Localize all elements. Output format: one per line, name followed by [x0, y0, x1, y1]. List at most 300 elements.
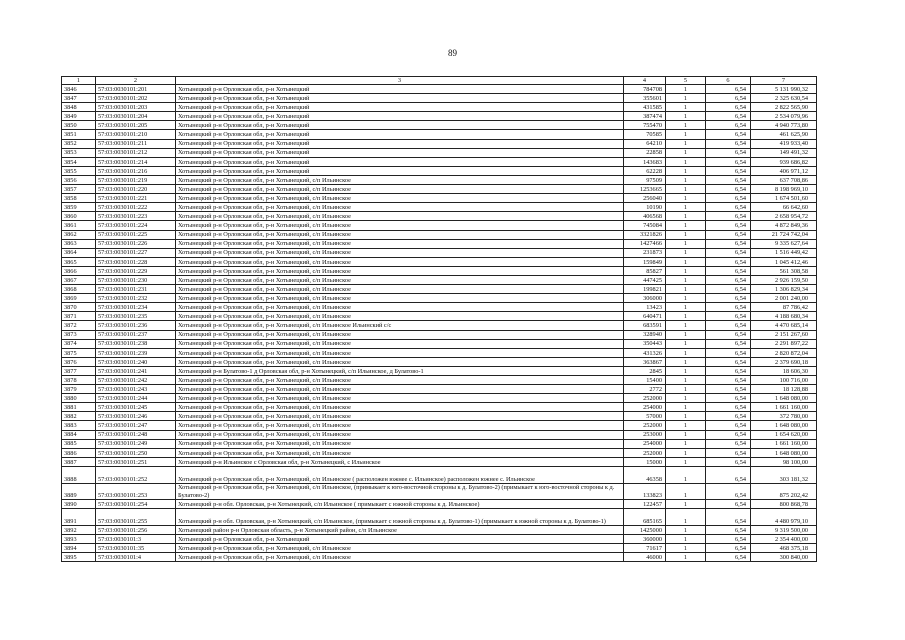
rate-cell: 6,54 [706, 526, 751, 535]
rate-cell: 6,54 [706, 457, 751, 466]
cadastral-number-cell: 57:03:0030101:249 [96, 439, 176, 448]
count-cell: 1 [666, 103, 706, 112]
table-row [62, 535, 817, 544]
value-cell: 561 308,58 [751, 266, 817, 275]
row-number-cell: 3855 [62, 166, 96, 175]
area-cell: 46000 [624, 553, 666, 562]
area-cell: 254000 [624, 439, 666, 448]
rate-cell: 6,54 [706, 553, 751, 562]
address-cell: Хотынецкий р-н обл. Орловская, р-н Хотынецкий, с/п Ильинское ( примыкает с южной стороны к д. Ильинское) [176, 499, 624, 508]
rate-cell: 6,54 [706, 499, 751, 508]
cadastral-number-cell: 57:03:0030101:252 [96, 466, 176, 483]
cadastral-number-cell: 57:03:0030101:223 [96, 212, 176, 221]
value-cell: 2 926 159,50 [751, 275, 817, 284]
value-cell: 5 131 990,32 [751, 85, 817, 94]
count-cell: 1 [666, 157, 706, 166]
value-cell: 18 606,30 [751, 366, 817, 375]
value-cell: 1 654 620,00 [751, 430, 817, 439]
row-number-cell: 3861 [62, 221, 96, 230]
area-cell: 1425000 [624, 526, 666, 535]
table-row [62, 376, 817, 385]
value-cell: 939 686,82 [751, 157, 817, 166]
count-cell: 1 [666, 376, 706, 385]
address-text: Хотынецкий р-н обл. Орловская, р-н Хотынецкий, с/п Ильинское, (примыкает с южной стороны к д. Булатово-1) (примыкает к южной стороны к д. Булатово-1) [178, 517, 606, 525]
cadastral-number-cell: 57:03:0030101:203 [96, 103, 176, 112]
count-cell: 1 [666, 366, 706, 375]
cadastral-number-cell: 57:03:0030101:3 [96, 535, 176, 544]
table-row [62, 121, 817, 130]
cadastral-number-cell: 57:03:0030101:219 [96, 175, 176, 184]
rate-cell: 6,54 [706, 312, 751, 321]
cadastral-number-cell: 57:03:0030101:4 [96, 553, 176, 562]
address-cell: Хотынецкий р-н Орловская обл, р-н Хотынецкий, с/п Ильинское [176, 394, 624, 403]
cadastral-number-cell: 57:03:0030101:202 [96, 94, 176, 103]
address-cell: Хотынецкий р-н Орловская обл, р-н Хотынецкий [176, 85, 624, 94]
value-cell: 4 470 685,14 [751, 321, 817, 330]
cadastral-number-cell: 57:03:0030101:221 [96, 194, 176, 203]
value-cell: 21 724 742,04 [751, 230, 817, 239]
area-cell: 122457 [624, 499, 666, 508]
value-cell: 461 625,90 [751, 130, 817, 139]
value-cell: 100 716,00 [751, 376, 817, 385]
cadastral-number-cell: 57:03:0030101:226 [96, 239, 176, 248]
count-cell: 1 [666, 130, 706, 139]
table-header-row [62, 77, 817, 85]
row-number-cell: 3872 [62, 321, 96, 330]
cadastral-number-cell: 57:03:0030101:216 [96, 166, 176, 175]
count-cell: 1 [666, 439, 706, 448]
row-number-cell: 3880 [62, 394, 96, 403]
rate-cell: 6,54 [706, 348, 751, 357]
address-cell: Хотынецкий р-н Орловская обл, р-н Хотынецкий [176, 112, 624, 121]
count-cell: 1 [666, 212, 706, 221]
table-row [62, 466, 817, 483]
address-text: Хотынецкий р-н Орловская обл, р-н Хотынецкий, с/п Ильинское, (примыкает к юго-восточной стороны к д. Булатово-2) (примыкает к юго-восточной стороны к д. Булатово-2) [178, 484, 615, 499]
address-cell: Хотынецкий р-н Орловская обл, р-н Хотынецкий, с/п Ильинское Ильинский с/с [176, 321, 624, 330]
value-cell: 303 181,32 [751, 466, 817, 483]
table-row [62, 348, 817, 357]
area-cell: 683591 [624, 321, 666, 330]
cadastral-number-cell: 57:03:0030101:234 [96, 303, 176, 312]
table-row [62, 103, 817, 112]
row-number-cell: 3847 [62, 94, 96, 103]
address-cell: Хотынецкий р-н Орловская обл, р-н Хотынецкий, с/п Ильинское [176, 275, 624, 284]
row-number-cell: 3875 [62, 348, 96, 357]
count-cell: 1 [666, 412, 706, 421]
area-cell: 252000 [624, 448, 666, 457]
area-cell: 252000 [624, 394, 666, 403]
value-cell: 2 354 400,00 [751, 535, 817, 544]
value-cell: 2 291 897,22 [751, 339, 817, 348]
count-cell: 1 [666, 394, 706, 403]
row-number-cell: 3892 [62, 526, 96, 535]
table-row [62, 448, 817, 457]
count-cell: 1 [666, 466, 706, 483]
count-cell: 1 [666, 526, 706, 535]
rate-cell: 6,54 [706, 266, 751, 275]
area-cell: 57000 [624, 412, 666, 421]
value-cell: 637 708,86 [751, 175, 817, 184]
area-cell: 46358 [624, 466, 666, 483]
value-cell: 1 648 080,00 [751, 421, 817, 430]
rate-cell: 6,54 [706, 157, 751, 166]
count-cell: 1 [666, 221, 706, 230]
area-cell: 159849 [624, 257, 666, 266]
value-cell: 2 325 630,54 [751, 94, 817, 103]
area-cell: 22858 [624, 148, 666, 157]
address-cell: Хотынецкий р-н Ильинское с Орловская обл, р-н Хотынецкий, с Ильинское [176, 457, 624, 466]
count-cell: 1 [666, 239, 706, 248]
count-cell: 1 [666, 257, 706, 266]
area-cell: 143683 [624, 157, 666, 166]
cadastral-number-cell: 57:03:0030101:256 [96, 526, 176, 535]
cadastral-number-cell: 57:03:0030101:240 [96, 357, 176, 366]
value-cell: 406 971,12 [751, 166, 817, 175]
row-number-cell: 3853 [62, 148, 96, 157]
rate-cell: 6,54 [706, 248, 751, 257]
address-cell: Хотынецкий р-н Орловская обл, р-н Хотынецкий [176, 166, 624, 175]
rate-cell: 6,54 [706, 185, 751, 194]
value-cell: 1 674 501,60 [751, 194, 817, 203]
address-cell: Хотынецкий р-н Орловская обл, р-н Хотынецкий, с/п Ильинское [176, 439, 624, 448]
row-number-cell: 3870 [62, 303, 96, 312]
address-cell: Хотынецкий р-н Орловская обл, р-н Хотынецкий, с/п Ильинское ( расположен южнее с. Ильинское) расположен южнее с. Ильинское [176, 466, 624, 483]
value-cell: 2 820 872,04 [751, 348, 817, 357]
value-cell: 1 648 080,00 [751, 394, 817, 403]
count-cell: 1 [666, 321, 706, 330]
area-cell: 62228 [624, 166, 666, 175]
address-cell: Хотынецкий р-н Орловская обл, р-н Хотынецкий, с/п Ильинское [176, 312, 624, 321]
count-cell: 1 [666, 203, 706, 212]
value-cell: 149 491,32 [751, 148, 817, 157]
rate-cell: 6,54 [706, 285, 751, 294]
count-cell: 1 [666, 330, 706, 339]
cadastral-number-cell: 57:03:0030101:237 [96, 330, 176, 339]
table-row [62, 139, 817, 148]
cadastral-number-cell: 57:03:0030101:244 [96, 394, 176, 403]
count-cell: 1 [666, 139, 706, 148]
count-cell: 1 [666, 403, 706, 412]
count-cell: 1 [666, 553, 706, 562]
rate-cell: 6,54 [706, 203, 751, 212]
table-row [62, 194, 817, 203]
row-number-cell: 3858 [62, 194, 96, 203]
cadastral-number-cell: 57:03:0030101:250 [96, 448, 176, 457]
address-cell: Хотынецкий р-н Орловская обл, р-н Хотынецкий, с/п Ильинское [176, 412, 624, 421]
table-row [62, 321, 817, 330]
cadastral-number-cell: 57:03:0030101:232 [96, 294, 176, 303]
address-cell: Хотынецкий р-н Орловская обл, р-н Хотынецкий, с/п Ильинское [176, 221, 624, 230]
area-cell: 64210 [624, 139, 666, 148]
count-cell: 1 [666, 294, 706, 303]
area-cell: 328940 [624, 330, 666, 339]
area-cell: 15400 [624, 376, 666, 385]
address-cell: Хотынецкий р-н Орловская обл, р-н Хотынецкий, с/п Ильинское [176, 212, 624, 221]
table-row [62, 394, 817, 403]
area-cell: 71617 [624, 544, 666, 553]
address-cell: Хотынецкий р-н Булатово-1 д Орловская обл, р-н Хотынецкий, с/п Ильинское, д Булатово-1 [176, 366, 624, 375]
rate-cell: 6,54 [706, 430, 751, 439]
table-row [62, 544, 817, 553]
count-cell: 1 [666, 535, 706, 544]
cadastral-number-cell: 57:03:0030101:243 [96, 385, 176, 394]
rate-cell: 6,54 [706, 194, 751, 203]
table-row [62, 430, 817, 439]
area-cell: 253000 [624, 430, 666, 439]
cadastral-number-cell: 57:03:0030101:246 [96, 412, 176, 421]
rate-cell: 6,54 [706, 357, 751, 366]
table-row [62, 248, 817, 257]
row-number-cell: 3895 [62, 553, 96, 562]
area-cell: 447425 [624, 275, 666, 284]
value-cell: 2 379 690,18 [751, 357, 817, 366]
cadastral-number-cell: 57:03:0030101:210 [96, 130, 176, 139]
address-cell: Хотынецкий р-н Орловская обл, р-н Хотынецкий, с/п Ильинское [176, 285, 624, 294]
count-cell: 1 [666, 357, 706, 366]
value-cell: 98 100,00 [751, 457, 817, 466]
row-number-cell: 3864 [62, 248, 96, 257]
count-cell: 1 [666, 166, 706, 175]
row-number-cell: 3876 [62, 357, 96, 366]
area-cell: 3321826 [624, 230, 666, 239]
row-number-cell: 3848 [62, 103, 96, 112]
rate-cell: 6,54 [706, 175, 751, 184]
area-cell: 431326 [624, 348, 666, 357]
data-table [61, 76, 817, 562]
cadastral-number-cell: 57:03:0030101:251 [96, 457, 176, 466]
area-cell: 231873 [624, 248, 666, 257]
cadastral-number-cell: 57:03:0030101:212 [96, 148, 176, 157]
table-row [62, 385, 817, 394]
address-cell [176, 483, 624, 499]
row-number-cell: 3860 [62, 212, 96, 221]
table-row [62, 330, 817, 339]
table-row [62, 157, 817, 166]
address-cell: Хотынецкий р-н Орловская обл, р-н Хотынецкий, с/п Ильинское [176, 430, 624, 439]
row-number-cell: 3879 [62, 385, 96, 394]
rate-cell: 6,54 [706, 321, 751, 330]
table-row [62, 221, 817, 230]
cadastral-number-cell: 57:03:0030101:229 [96, 266, 176, 275]
cadastral-number-cell: 57:03:0030101:224 [96, 221, 176, 230]
row-number-cell: 3878 [62, 376, 96, 385]
table-row [62, 483, 817, 499]
value-cell: 1 306 829,34 [751, 285, 817, 294]
row-number-cell: 3874 [62, 339, 96, 348]
row-number-cell: 3866 [62, 266, 96, 275]
address-cell: Хотынецкий р-н Орловская обл, р-н Хотынецкий, с/п Ильинское [176, 230, 624, 239]
value-cell: 372 780,00 [751, 412, 817, 421]
count-cell: 1 [666, 448, 706, 457]
value-cell: 2 822 565,90 [751, 103, 817, 112]
area-cell: 355601 [624, 94, 666, 103]
cadastral-number-cell: 57:03:0030101:236 [96, 321, 176, 330]
row-number-cell: 3877 [62, 366, 96, 375]
rate-cell: 6,54 [706, 483, 751, 499]
count-cell: 1 [666, 275, 706, 284]
value-cell: 2 658 954,72 [751, 212, 817, 221]
cadastral-number-cell: 57:03:0030101:228 [96, 257, 176, 266]
cadastral-number-cell: 57:03:0030101:235 [96, 312, 176, 321]
row-number-cell: 3888 [62, 466, 96, 483]
address-cell: Хотынецкий р-н Орловская обл, р-н Хотынецкий [176, 103, 624, 112]
row-number-cell: 3865 [62, 257, 96, 266]
count-cell: 1 [666, 348, 706, 357]
area-cell: 256040 [624, 194, 666, 203]
row-number-cell: 3857 [62, 185, 96, 194]
area-cell: 360000 [624, 535, 666, 544]
rate-cell: 6,54 [706, 121, 751, 130]
rate-cell: 6,54 [706, 148, 751, 157]
page-number: 89 [448, 48, 457, 58]
area-cell: 1253665 [624, 185, 666, 194]
cadastral-number-cell: 57:03:0030101:214 [96, 157, 176, 166]
count-cell: 1 [666, 230, 706, 239]
value-cell: 1 516 449,42 [751, 248, 817, 257]
address-cell: Хотынецкий р-н Орловская обл, р-н Хотынецкий, с/п Ильинское [176, 248, 624, 257]
row-number-cell: 3868 [62, 285, 96, 294]
count-cell: 1 [666, 194, 706, 203]
value-cell: 66 642,60 [751, 203, 817, 212]
rate-cell: 6,54 [706, 139, 751, 148]
count-cell: 1 [666, 148, 706, 157]
count-cell: 1 [666, 266, 706, 275]
row-number-cell: 3893 [62, 535, 96, 544]
rate-cell: 6,54 [706, 439, 751, 448]
table-row [62, 166, 817, 175]
cadastral-number-cell: 57:03:0030101:247 [96, 421, 176, 430]
rate-cell: 6,54 [706, 376, 751, 385]
area-cell: 10190 [624, 203, 666, 212]
table-row [62, 112, 817, 121]
address-cell: Хотынецкий р-н Орловская обл, р-н Хотынецкий, с/п Ильинское [176, 266, 624, 275]
address-cell: Хотынецкий р-н Орловская обл, р-н Хотынецкий, с/п Ильинское [176, 257, 624, 266]
row-number-cell: 3882 [62, 412, 96, 421]
cadastral-number-cell: 57:03:0030101:253 [96, 483, 176, 499]
count-cell: 1 [666, 544, 706, 553]
row-number-cell: 3889 [62, 483, 96, 499]
cadastral-number-cell: 57:03:0030101:227 [96, 248, 176, 257]
cadastral-number-cell: 57:03:0030101:222 [96, 203, 176, 212]
rate-cell: 6,54 [706, 394, 751, 403]
rate-cell: 6,54 [706, 303, 751, 312]
cadastral-number-cell: 57:03:0030101:254 [96, 499, 176, 508]
table-row [62, 403, 817, 412]
row-number-cell: 3886 [62, 448, 96, 457]
area-cell: 97509 [624, 175, 666, 184]
cadastral-number-cell: 57:03:0030101:245 [96, 403, 176, 412]
cadastral-number-cell: 57:03:0030101:35 [96, 544, 176, 553]
table-row [62, 457, 817, 466]
count-cell: 1 [666, 121, 706, 130]
value-cell: 1 661 160,00 [751, 403, 817, 412]
count-cell: 1 [666, 285, 706, 294]
value-cell: 4 480 979,10 [751, 509, 817, 526]
cadastral-number-cell: 57:03:0030101:231 [96, 285, 176, 294]
area-cell: 70585 [624, 130, 666, 139]
area-cell: 640471 [624, 312, 666, 321]
rate-cell: 6,54 [706, 509, 751, 526]
address-cell: Хотынецкий р-н Орловская обл, р-н Хотынецкий, с/п Ильинское [176, 376, 624, 385]
count-cell: 1 [666, 421, 706, 430]
row-number-cell: 3851 [62, 130, 96, 139]
area-cell: 1427466 [624, 239, 666, 248]
address-cell: Хотынецкий р-н Орловская обл, р-н Хотынецкий, с/п Ильинское [176, 330, 624, 339]
value-cell: 419 933,40 [751, 139, 817, 148]
rate-cell: 6,54 [706, 385, 751, 394]
address-cell: Хотынецкий р-н Орловская обл, р-н Хотынецкий [176, 535, 624, 544]
count-cell: 1 [666, 185, 706, 194]
row-number-cell: 3862 [62, 230, 96, 239]
count-cell: 1 [666, 339, 706, 348]
address-cell: Хотынецкий р-н Орловская обл, р-н Хотынецкий [176, 94, 624, 103]
rate-cell: 6,54 [706, 535, 751, 544]
area-cell: 85827 [624, 266, 666, 275]
address-cell: Хотынецкий р-н Орловская обл, р-н Хотынецкий, с/п Ильинское [176, 294, 624, 303]
count-cell: 1 [666, 457, 706, 466]
value-cell: 2 001 240,00 [751, 294, 817, 303]
cadastral-number-cell: 57:03:0030101:201 [96, 85, 176, 94]
table-row [62, 230, 817, 239]
value-cell: 1 648 080,00 [751, 448, 817, 457]
table-row [62, 285, 817, 294]
address-cell: Хотынецкий р-н Орловская обл, р-н Хотынецкий, с/п Ильинское [176, 544, 624, 553]
row-number-cell: 3883 [62, 421, 96, 430]
address-cell: Хотынецкий район р-н Орловская область, р-н Хотынецкий район, с/п Ильинское [176, 526, 624, 535]
address-cell: Хотынецкий р-н Орловская обл, р-н Хотынецкий, с/п Ильинское [176, 194, 624, 203]
value-cell: 800 868,78 [751, 499, 817, 508]
column-header: 5 [666, 77, 706, 85]
table-row [62, 275, 817, 284]
rate-cell: 6,54 [706, 403, 751, 412]
cadastral-number-cell: 57:03:0030101:205 [96, 121, 176, 130]
value-cell: 18 128,88 [751, 385, 817, 394]
cadastral-number-cell: 57:03:0030101:248 [96, 430, 176, 439]
address-cell: Хотынецкий р-н Орловская обл, р-н Хотынецкий, с/п Ильинское [176, 448, 624, 457]
rate-cell: 6,54 [706, 212, 751, 221]
table-row [62, 212, 817, 221]
value-cell: 4 940 773,80 [751, 121, 817, 130]
area-cell: 199821 [624, 285, 666, 294]
column-header: 3 [176, 77, 624, 85]
value-cell: 2 151 267,60 [751, 330, 817, 339]
count-cell: 1 [666, 112, 706, 121]
value-cell: 875 202,42 [751, 483, 817, 499]
row-number-cell: 3869 [62, 294, 96, 303]
table-row [62, 499, 817, 508]
rate-cell: 6,54 [706, 230, 751, 239]
area-cell: 387474 [624, 112, 666, 121]
table-row [62, 239, 817, 248]
cadastral-number-cell: 57:03:0030101:230 [96, 275, 176, 284]
table-row [62, 357, 817, 366]
table-row [62, 412, 817, 421]
row-number-cell: 3873 [62, 330, 96, 339]
value-cell: 9 335 627,64 [751, 239, 817, 248]
table-row [62, 294, 817, 303]
table-row [62, 203, 817, 212]
row-number-cell: 3891 [62, 509, 96, 526]
area-cell: 2845 [624, 366, 666, 375]
rate-cell: 6,54 [706, 294, 751, 303]
address-cell: Хотынецкий р-н Орловская обл, р-н Хотынецкий, с/п Ильинское [176, 339, 624, 348]
rate-cell: 6,54 [706, 339, 751, 348]
table-row [62, 257, 817, 266]
table-row [62, 366, 817, 375]
address-cell: Хотынецкий р-н Орловская обл, р-н Хотынецкий, с/п Ильинское [176, 185, 624, 194]
table-row [62, 266, 817, 275]
area-cell: 755470 [624, 121, 666, 130]
